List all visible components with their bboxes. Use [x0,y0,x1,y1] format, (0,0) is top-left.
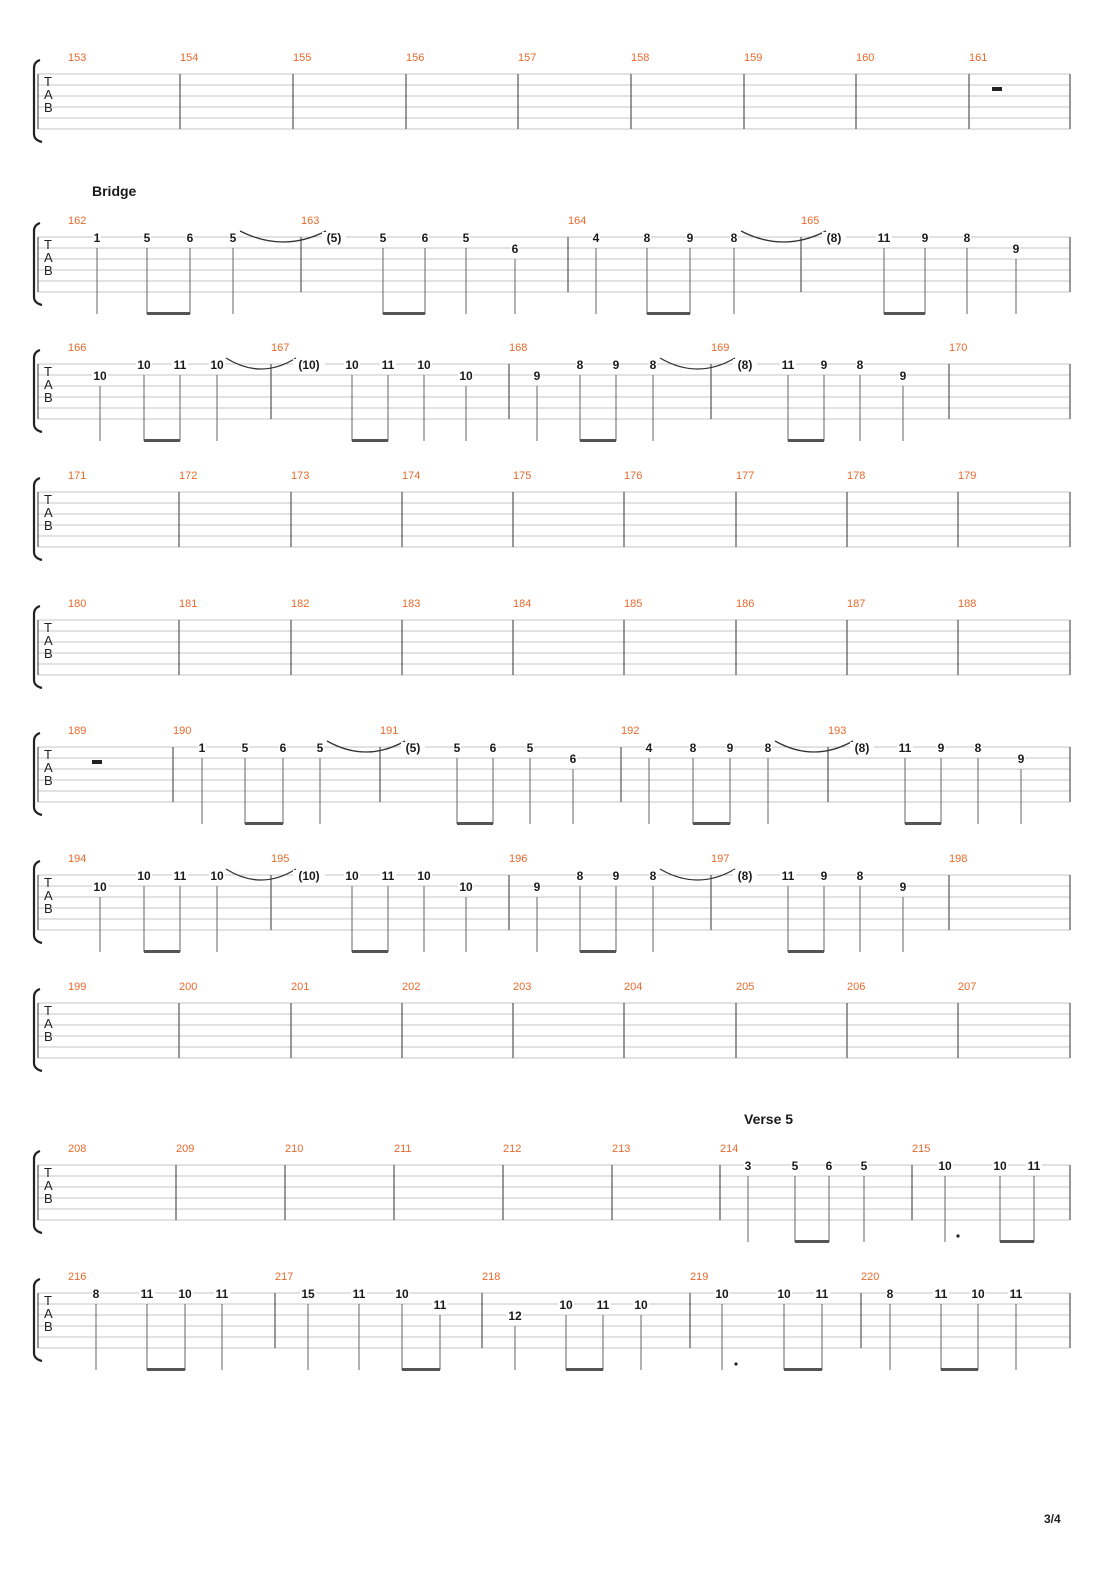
measure-number: 155 [293,52,312,64]
measure-number: 160 [856,52,875,64]
measure-number: 197 [711,853,730,865]
tab-system [34,342,1070,442]
measure-number: 180 [68,598,87,610]
tab-clef-letter: B [44,390,53,405]
fret-number: 10 [993,1159,1007,1173]
beam [884,312,925,315]
measure-number: 194 [68,853,87,865]
measure-number: 190 [173,725,192,737]
measure-number: 198 [949,853,968,865]
measure-number: 216 [68,1271,87,1283]
fret-number: 10 [137,869,151,883]
fret-number: 11 [815,1287,829,1301]
fret-number: 3 [744,1159,752,1173]
beam [144,439,180,442]
beam [402,1368,440,1371]
tab-clef-letter: B [44,1029,53,1044]
fret-number: 10 [634,1298,648,1312]
tab-system [34,1271,1070,1371]
measure-number: 186 [736,598,755,610]
beam [245,822,283,825]
beam [784,1368,822,1371]
measure-number: 201 [291,981,310,993]
measure-number: 210 [285,1143,304,1155]
tab-system [34,183,1070,315]
tab-clef-letter: T [44,364,52,379]
tab-clef-letter: A [44,1306,53,1321]
fret-number: 10 [459,369,473,383]
fret-number: 9 [1017,752,1025,766]
tab-clef-letter: T [44,1165,52,1180]
measure-number: 174 [402,470,421,482]
fret-number: 11 [173,358,187,372]
fret-number: 6 [279,741,287,755]
measure-number: 159 [744,52,763,64]
fret-number: 9 [899,369,907,383]
fret-number: 8 [576,869,584,883]
fret-number: 6 [825,1159,833,1173]
tab-clef-letter: A [44,87,53,102]
section-label: Verse 5 [744,1111,794,1127]
measure-number: 206 [847,981,866,993]
measure-number: 188 [958,598,977,610]
tab-clef-letter: T [44,620,52,635]
measure-number: 219 [690,1271,709,1283]
fret-number: 10 [777,1287,791,1301]
tab-clef-letter: A [44,888,53,903]
measure-number: 218 [482,1271,501,1283]
fret-number: 10 [417,869,431,883]
tab-clef-letter: B [44,263,53,278]
measure-number: 183 [402,598,421,610]
measure-number: 193 [828,725,847,737]
fret-number: 10 [459,880,473,894]
fret-number: 1 [93,231,101,245]
measure-number: 220 [861,1271,880,1283]
tab-clef-letter: B [44,1319,53,1334]
fret-number: 4 [645,741,653,755]
fret-number: 11 [934,1287,948,1301]
fret-number: 9 [533,369,541,383]
fret-number: 8 [963,231,971,245]
beam [147,1368,185,1371]
fret-number: (5) [326,231,342,245]
measure-number: 168 [509,342,528,354]
fret-number: 8 [92,1287,100,1301]
tab-clef-letter: T [44,747,52,762]
fret-number: 9 [899,880,907,894]
fret-number: 8 [856,358,864,372]
fret-number: 5 [229,231,237,245]
measure-number: 176 [624,470,643,482]
measure-number: 153 [68,52,87,64]
measure-number: 185 [624,598,643,610]
tab-clef-letter: T [44,237,52,252]
measure-number: 177 [736,470,755,482]
measure-number: 167 [271,342,290,354]
tab-clef-letter: B [44,646,53,661]
fret-number: 10 [178,1287,192,1301]
fret-number: 5 [860,1159,868,1173]
fret-number: 5 [791,1159,799,1173]
fret-number: (10) [298,869,320,883]
fret-number: 11 [781,869,795,883]
tab-system [34,981,1070,1071]
beam [352,950,388,953]
measure-number: 212 [503,1143,522,1155]
measure-number: 166 [68,342,87,354]
augmentation-dot [956,1234,959,1237]
fret-number: 8 [764,741,772,755]
beam [941,1368,978,1371]
fret-number: 11 [596,1298,610,1312]
fret-number: 10 [345,358,359,372]
measure-number: 161 [969,52,988,64]
beam [352,439,388,442]
fret-number: 11 [1027,1159,1041,1173]
fret-number: 8 [576,358,584,372]
fret-number: 8 [856,869,864,883]
fret-number: 9 [612,358,620,372]
fret-number: 5 [241,741,249,755]
fret-number: 11 [433,1298,447,1312]
fret-number: 10 [345,869,359,883]
beam [144,950,180,953]
beam [580,439,616,442]
fret-number: 10 [210,358,224,372]
tab-clef-letter: B [44,518,53,533]
fret-number: 11 [781,358,795,372]
beam [1000,1240,1034,1243]
tab-clef-letter: T [44,1003,52,1018]
fret-number: 8 [886,1287,894,1301]
tab-clef-letter: B [44,901,53,916]
tab-clef-letter: B [44,1191,53,1206]
measure-number: 217 [275,1271,294,1283]
fret-number: 9 [937,741,945,755]
fret-number: 5 [526,741,534,755]
measure-number: 178 [847,470,866,482]
tab-clef-letter: B [44,100,53,115]
tab-system [34,1111,1070,1243]
half-rest [992,87,1002,91]
fret-number: 9 [686,231,694,245]
fret-number: 11 [140,1287,154,1301]
fret-number: (10) [298,358,320,372]
measure-number: 215 [912,1143,931,1155]
fret-number: (8) [826,231,842,245]
fret-number: 9 [820,869,828,883]
measure-number: 158 [631,52,650,64]
fret-number: 1 [198,741,206,755]
fret-number: 10 [210,869,224,883]
fret-number: (8) [737,869,753,883]
measure-number: 207 [958,981,977,993]
fret-number: 11 [215,1287,229,1301]
fret-number: 6 [569,752,577,766]
measure-number: 213 [612,1143,631,1155]
measure-number: 163 [301,215,320,227]
measure-number: 195 [271,853,290,865]
fret-number: 8 [974,741,982,755]
fret-number: 11 [352,1287,366,1301]
measure-number: 162 [68,215,87,227]
fret-number: 5 [453,741,461,755]
measure-number: 192 [621,725,640,737]
fret-number: 8 [689,741,697,755]
fret-number: 6 [186,231,194,245]
fret-number: 12 [508,1309,522,1323]
fret-number: 9 [726,741,734,755]
fret-number: 10 [93,369,107,383]
fret-number: 11 [381,358,395,372]
fret-number: 6 [421,231,429,245]
fret-number: 10 [395,1287,409,1301]
measure-number: 202 [402,981,421,993]
measure-number: 172 [179,470,198,482]
measure-number: 179 [958,470,977,482]
measure-number: 203 [513,981,532,993]
measure-number: 165 [801,215,820,227]
measure-number: 200 [179,981,198,993]
beam [383,312,425,315]
measure-number: 181 [179,598,198,610]
tab-clef-letter: B [44,773,53,788]
fret-number: 9 [1012,242,1020,256]
measure-number: 184 [513,598,532,610]
measure-number: 187 [847,598,866,610]
measure-number: 214 [720,1143,739,1155]
measure-number: 175 [513,470,532,482]
page-number: 3/4 [1044,1512,1061,1526]
measure-number: 171 [68,470,87,482]
measure-number: 196 [509,853,528,865]
measure-number: 156 [406,52,425,64]
fret-number: 11 [877,231,891,245]
fret-number: 10 [417,358,431,372]
fret-number: 5 [143,231,151,245]
beam [580,950,616,953]
measure-number: 182 [291,598,310,610]
fret-number: 10 [93,880,107,894]
measure-number: 164 [568,215,587,227]
beam [647,312,690,315]
measure-number: 173 [291,470,310,482]
fret-number: 6 [511,242,519,256]
fret-number: 8 [643,231,651,245]
fret-number: (5) [405,741,421,755]
section-label: Bridge [92,183,137,199]
beam [566,1368,603,1371]
fret-number: 11 [381,869,395,883]
tab-system [34,52,1070,142]
tab-clef-letter: A [44,633,53,648]
fret-number: 9 [533,880,541,894]
beam [457,822,493,825]
fret-number: 10 [137,358,151,372]
fret-number: 15 [301,1287,315,1301]
fret-number: 5 [379,231,387,245]
beam [795,1240,829,1243]
measure-number: 199 [68,981,87,993]
tab-clef-letter: A [44,377,53,392]
measure-number: 209 [176,1143,195,1155]
measure-number: 157 [518,52,537,64]
fret-number: 10 [971,1287,985,1301]
fret-number: 8 [730,231,738,245]
fret-number: (8) [854,741,870,755]
tab-system [34,470,1070,560]
fret-number: 4 [592,231,600,245]
fret-number: 11 [898,741,912,755]
fret-number: 8 [649,358,657,372]
tab-clef-letter: A [44,760,53,775]
beam [905,822,941,825]
beam [788,950,824,953]
fret-number: 5 [462,231,470,245]
tab-system [34,725,1070,825]
fret-number: 5 [316,741,324,755]
fret-number: 8 [649,869,657,883]
tab-system [34,853,1070,953]
tab-clef-letter: T [44,875,52,890]
tab-clef-letter: T [44,1293,52,1308]
tab-clef-letter: A [44,250,53,265]
measure-number: 170 [949,342,968,354]
measure-number: 169 [711,342,730,354]
fret-number: (8) [737,358,753,372]
tab-clef-letter: A [44,1178,53,1193]
tab-clef-letter: A [44,505,53,520]
tab-clef-letter: T [44,492,52,507]
fret-number: 9 [612,869,620,883]
fret-number: 9 [820,358,828,372]
beam [693,822,730,825]
beam [788,439,824,442]
beam [147,312,190,315]
augmentation-dot [734,1362,737,1365]
measure-number: 208 [68,1143,87,1155]
measure-number: 189 [68,725,87,737]
measure-number: 211 [394,1143,412,1155]
fret-number: 10 [715,1287,729,1301]
measure-number: 204 [624,981,643,993]
fret-number: 10 [938,1159,952,1173]
tab-clef-letter: T [44,74,52,89]
fret-number: 6 [489,741,497,755]
fret-number: 9 [921,231,929,245]
fret-number: 11 [1009,1287,1023,1301]
tab-clef-letter: A [44,1016,53,1031]
fret-number: 10 [559,1298,573,1312]
measure-number: 205 [736,981,755,993]
tab-system [34,598,1070,688]
fret-number: 11 [173,869,187,883]
measure-number: 191 [380,725,399,737]
measure-number: 154 [180,52,199,64]
half-rest [92,760,102,764]
